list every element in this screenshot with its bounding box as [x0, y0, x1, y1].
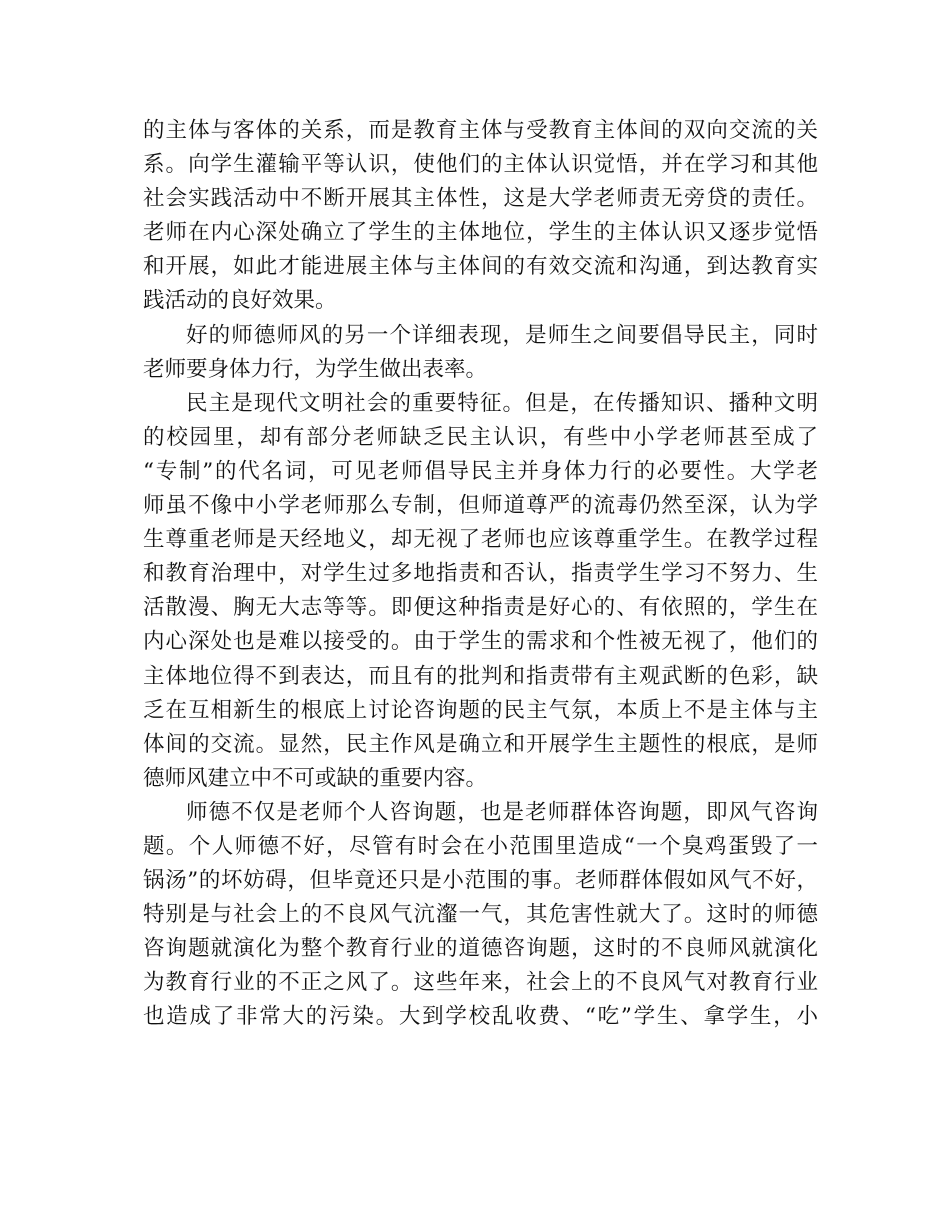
- text-line: 民主是现代文明社会的重要特征。但是，在传播知识、播种文明: [186, 390, 818, 416]
- text-line: 老师在内心深处确立了学生的主体地位，学生的主体认识又逐步觉悟: [143, 220, 818, 246]
- text-line: 乏在互相新生的根底上讨论咨询题的民主气氛，本质上不是主体与主: [143, 697, 818, 723]
- text-line: 生尊重老师是天经地义，却无视了老师也应该尊重学生。在教学过程: [143, 527, 818, 553]
- text-line: 系。向学生灌输平等认识，使他们的主体认识觉悟，并在学习和其他: [143, 152, 818, 178]
- text-line: 锅汤”的坏妨碍，但毕竟还只是小范围的事。老师群体假如风气不好，: [143, 868, 818, 894]
- text-line: 和开展，如此才能进展主体与主体间的有效交流和沟通，到达教育实: [143, 254, 818, 280]
- text-line: 老师要身体力行，为学生做出表率。: [143, 356, 488, 382]
- text-line: 特别是与社会上的不良风气沆瀣一气，其危害性就大了。这时的师德: [143, 902, 818, 928]
- text-line: 师虽不像中小学老师那么专制，但师道尊严的流毒仍然至深，认为学: [143, 493, 818, 519]
- text-line: 践活动的良好效果。: [143, 288, 337, 314]
- text-line: 也造成了非常大的污染。大到学校乱收费、“吃”学生、拿学生，小: [143, 1004, 818, 1030]
- text-line: 为教育行业的不正之风了。这些年来，社会上的不良风气对教育行业: [143, 970, 818, 996]
- text-line: 咨询题就演化为整个教育行业的道德咨询题，这时的不良师风就演化: [143, 936, 818, 962]
- text-line: 的校园里，却有部分老师缺乏民主认识，有些中小学老师甚至成了: [143, 424, 818, 450]
- text-line: 内心深处也是难以接受的。由于学生的需求和个性被无视了，他们的: [143, 629, 818, 655]
- text-line: 题。个人师德不好，尽管有时会在小范围里造成“一个臭鸡蛋毁了一: [143, 833, 818, 859]
- text-line: 社会实践活动中不断开展其主体性，这是大学老师责无旁贷的责任。: [143, 186, 818, 212]
- text-line: 师德不仅是老师个人咨询题，也是老师群体咨询题，即风气咨询: [186, 799, 818, 825]
- text-line: 好的师德师风的另一个详细表现，是师生之间要倡导民主，同时: [186, 322, 818, 348]
- text-line: 体间的交流。显然，民主作风是确立和开展学生主题性的根底，是师: [143, 731, 818, 757]
- text-line: 主体地位得不到表达，而且有的批判和指责带有主观武断的色彩，缺: [143, 663, 818, 689]
- text-line: 的主体与客体的关系，而是教育主体与受教育主体间的双向交流的关: [143, 118, 818, 143]
- text-line: 德师风建立中不可或缺的重要内容。: [143, 765, 488, 791]
- text-line: 活散漫、胸无大志等等。即便这种指责是好心的、有依照的，学生在: [143, 595, 818, 621]
- text-line: 和教育治理中，对学生过多地指责和否认，指责学生学习不努力、生: [143, 561, 818, 587]
- text-line: “专制”的代名词，可见老师倡导民主并身体力行的必要性。大学老: [143, 458, 818, 484]
- body-text: [143, 114, 818, 1035]
